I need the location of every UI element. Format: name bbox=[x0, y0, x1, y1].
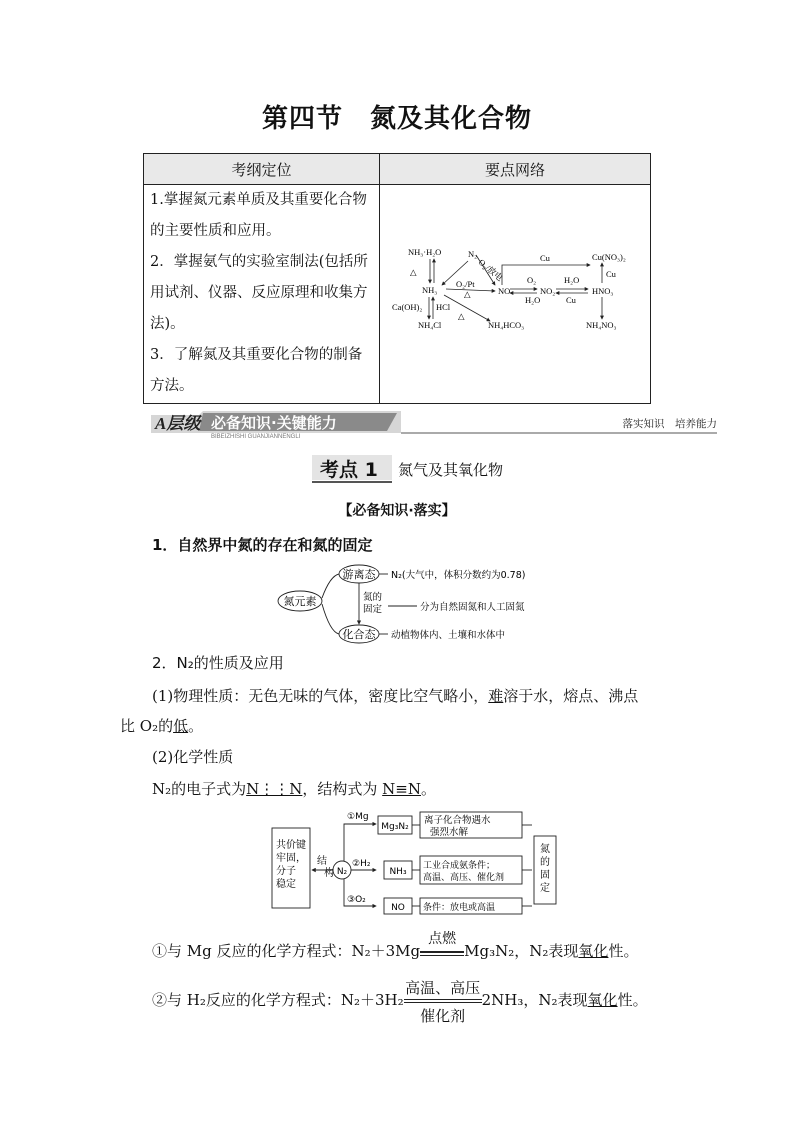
diag1-fix: 氮的固定 bbox=[363, 592, 383, 615]
n2-property-diagram bbox=[270, 808, 570, 920]
eq2-cond-bottom: 催化剂 bbox=[420, 1007, 466, 1025]
kaodian-label: 考点 1 bbox=[320, 459, 378, 481]
requirement-1: 1.掌握氮元素单质及其重要化合物的主要性质和应用。 bbox=[150, 192, 367, 239]
requirement-3: 3．了解氮及其重要化合物的制备方法。 bbox=[150, 347, 363, 394]
diag2-d2: 工业合成氨条件；高温、高压、催化剂 bbox=[423, 861, 505, 883]
reaction-network-diagram bbox=[380, 185, 650, 399]
struct-end: 。 bbox=[421, 780, 437, 798]
header-network: 要点网络 bbox=[380, 154, 651, 185]
diag2-p1: Mg₃N₂ bbox=[381, 822, 409, 832]
label-delta-2: △ bbox=[410, 267, 417, 277]
banner-level: A层级 bbox=[155, 414, 201, 433]
eq1-answer: 氧化 bbox=[578, 942, 609, 960]
page-title: 第四节 氮及其化合物 bbox=[261, 104, 532, 134]
label-o2pt: O₂/Pt bbox=[456, 279, 475, 289]
eq2-end: 性。 bbox=[617, 991, 648, 1009]
banner-title: 必备知识·关键能力 bbox=[211, 414, 337, 432]
phys-line-2 bbox=[120, 715, 203, 737]
node-nh3h2o: NH₃·H₂O bbox=[408, 247, 442, 257]
level-banner bbox=[151, 411, 717, 438]
eq1-pre: ①与 Mg 反应的化学方程式：N₂＋3Mg bbox=[152, 942, 421, 960]
electron-formula-line bbox=[152, 778, 436, 800]
item2-heading: 2．N₂的性质及应用 bbox=[152, 654, 284, 672]
outline-table bbox=[143, 153, 651, 404]
diag2-r2: ②H₂ bbox=[352, 859, 371, 869]
label-cu-3: Cu bbox=[606, 269, 616, 279]
eq2-pre: ②与 H₂反应的化学方程式：N₂＋3H₂ bbox=[152, 991, 404, 1009]
diag2-p3: NO bbox=[391, 903, 405, 913]
label-delta-1: △ bbox=[464, 289, 471, 299]
node-n2: N₂ bbox=[468, 249, 478, 259]
e-formula-mid: ，结构式为 bbox=[302, 780, 383, 798]
label-h2o-2: H₂O bbox=[564, 275, 580, 285]
label-hcl: HCl bbox=[436, 302, 451, 312]
phys-answer-2: 低 bbox=[173, 717, 189, 735]
node-no: NO bbox=[498, 286, 511, 296]
diag1-free-note: N₂(大气中，体积分数约为0.78) bbox=[391, 570, 526, 581]
diag2-r3: ③O₂ bbox=[347, 895, 366, 905]
eq1-post: Mg₃N₂，N₂表现 bbox=[464, 942, 579, 960]
diag2-right: 氮的固定 bbox=[540, 844, 550, 894]
header-outline: 考纲定位 bbox=[144, 154, 380, 185]
diag2-center: N₂ bbox=[336, 867, 348, 877]
requirement-2: 2．掌握氨气的实验室制法(包括所用试剂、仪器、反应原理和收集方法)。 bbox=[150, 254, 368, 332]
diag2-r1: ①Mg bbox=[347, 812, 369, 822]
electron-formula: N⋮⋮N bbox=[246, 780, 303, 798]
phys-text-3: 比 O₂的 bbox=[120, 717, 174, 735]
eq1-condition bbox=[420, 931, 464, 956]
eq1-end: 性。 bbox=[608, 942, 639, 960]
node-cuno3: Cu(NO₃)₂ bbox=[592, 252, 626, 262]
network-cell bbox=[380, 185, 651, 404]
diag1-free: 游离态 bbox=[342, 568, 376, 581]
eq2-answer: 氧化 bbox=[587, 991, 618, 1009]
label-o2-fangdian: O₂/放电 bbox=[476, 256, 505, 283]
equation-2 bbox=[152, 979, 648, 1025]
item1-heading: 1．自然界中氮的存在和氮的固定 bbox=[152, 536, 373, 554]
phys-label: (1)物理性质： bbox=[152, 687, 249, 705]
diag2-d3: 条件：放电或高温 bbox=[423, 903, 496, 913]
diag2-left: 共价键牢固，分子稳定 bbox=[276, 840, 306, 890]
label-delta-3: △ bbox=[458, 311, 465, 321]
node-nh3: NH₃ bbox=[422, 285, 438, 295]
phys-text: 无色无味的气体，密度比空气略小， bbox=[248, 687, 489, 705]
label-cu-2: Cu bbox=[566, 295, 576, 305]
node-hno3: HNO₃ bbox=[592, 286, 614, 296]
diag1-combined-note: 动植物体内、土壤和水体中 bbox=[391, 630, 506, 641]
phys-end: 。 bbox=[188, 717, 204, 735]
e-formula-pre: N₂的电子式为 bbox=[152, 780, 247, 798]
label-o2: O₂ bbox=[527, 275, 537, 285]
chem-label: (2)化学性质 bbox=[152, 748, 234, 766]
diag2-p2: NH₃ bbox=[389, 867, 407, 877]
node-nh4cl: NH₄Cl bbox=[418, 320, 442, 330]
requirements-cell bbox=[144, 185, 380, 404]
banner-right: 落实知识 培养能力 bbox=[622, 418, 717, 430]
phys-line-1 bbox=[152, 685, 638, 707]
diag2-struct: 结构 bbox=[317, 856, 334, 879]
node-nh4hco3: NH₄HCO₃ bbox=[488, 320, 525, 330]
eq1-cond-text: 点燃 bbox=[428, 931, 457, 947]
node-no2: NO₂ bbox=[540, 286, 556, 296]
diag1-combined: 化合态 bbox=[342, 628, 376, 641]
eq2-condition bbox=[404, 979, 482, 1025]
structural-formula: N≡N bbox=[382, 780, 421, 798]
label-cu-top: Cu bbox=[540, 253, 550, 263]
phys-answer-1: 难 bbox=[488, 687, 504, 705]
phys-text-2: 溶于水，熔点、沸点 bbox=[503, 687, 639, 705]
label-h2o-1: H₂O bbox=[525, 295, 541, 305]
label-caoh2: Ca(OH)₂ bbox=[392, 302, 423, 312]
eq2-post: 2NH₃，N₂表现 bbox=[481, 991, 588, 1009]
kaodian-title: 氮气及其氧化物 bbox=[398, 461, 504, 479]
node-nh4no3: NH₄NO₃ bbox=[586, 320, 617, 330]
diag1-fix-note: 分为自然固氮和人工固氮 bbox=[420, 602, 525, 613]
banner-pinyin: BIBEIZHISHI GUANJIANNENGLI bbox=[211, 434, 301, 438]
nitrogen-existence-diagram bbox=[270, 562, 560, 646]
subsection-title: 【必备知识·落实】 bbox=[338, 503, 456, 519]
diag1-root: 氮元素 bbox=[283, 595, 317, 608]
eq2-cond-top: 高温、高压 bbox=[405, 979, 481, 997]
equation-1 bbox=[152, 931, 639, 962]
diag2-d1: 离子化合物遇水强烈水解 bbox=[424, 815, 491, 838]
